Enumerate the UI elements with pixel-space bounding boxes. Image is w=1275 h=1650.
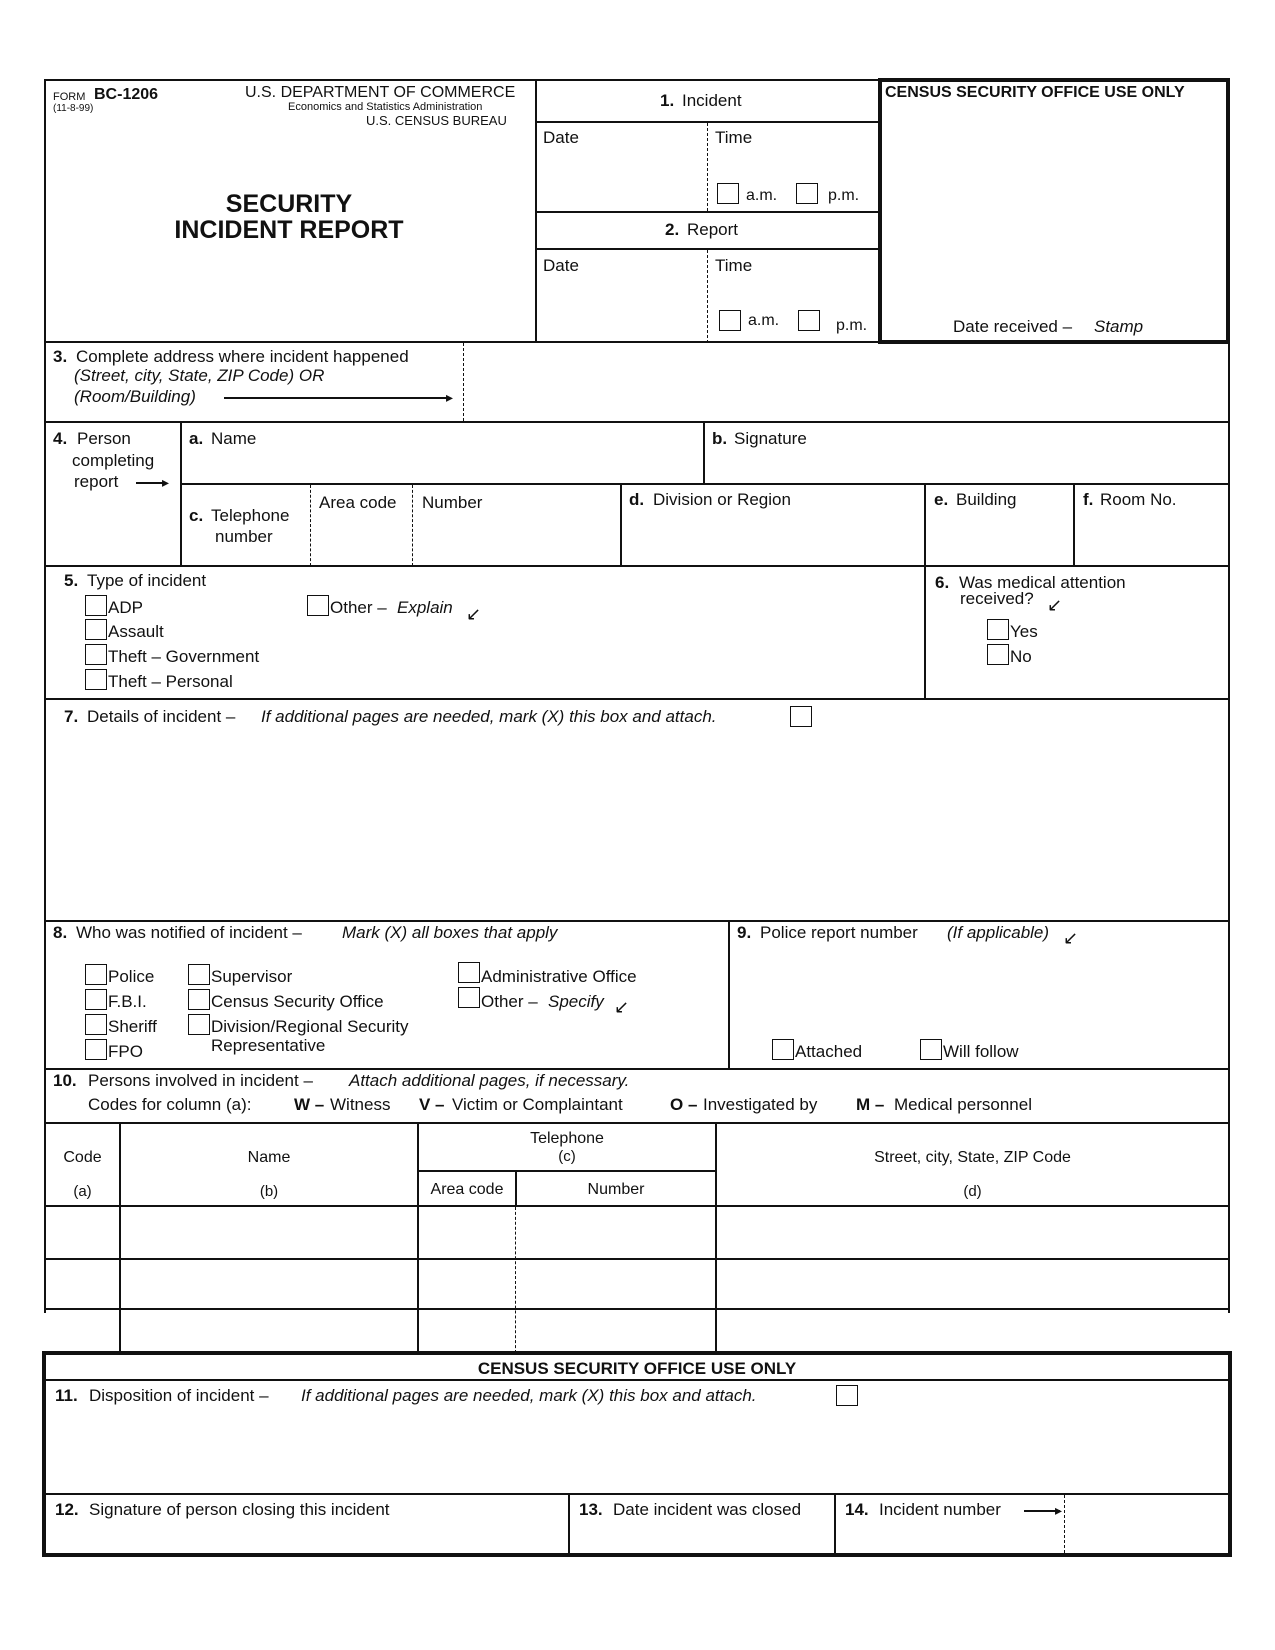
section-5-label: Type of incident: [87, 571, 207, 590]
form-number: BC-1206: [94, 86, 159, 103]
details-attach-checkbox[interactable]: [790, 706, 812, 727]
column-sub-b: (b): [259, 1183, 279, 1200]
report-pm-label: p.m.: [836, 317, 868, 334]
division-security-label-2: Representative: [211, 1036, 326, 1055]
office-use-title: CENSUS SECURITY OFFICE USE ONLY: [885, 84, 1185, 101]
table-row[interactable]: [46, 1310, 1228, 1351]
code-value: Victim or Complaintant: [452, 1095, 623, 1114]
section-7-note: If additional pages are needed, mark (X) this box and attach.: [261, 707, 717, 726]
disposition-textarea[interactable]: [50, 1410, 1222, 1490]
curved-arrow-icon: ↙: [1063, 928, 1079, 948]
census-security-office-checkbox[interactable]: [188, 989, 210, 1010]
section-11-label: Disposition of incident –: [89, 1386, 269, 1405]
other-type-label: Other –: [330, 598, 387, 617]
incident-time-label: Time: [715, 128, 753, 147]
column-header-number: Number: [587, 1181, 645, 1198]
telephone-label: Telephone: [211, 506, 290, 525]
other-notified-label: Other –: [481, 992, 538, 1011]
field-letter: e.: [934, 490, 949, 509]
phone-number-input[interactable]: [418, 515, 616, 561]
medical-no-checkbox[interactable]: [987, 644, 1009, 665]
fpo-label: FPO: [108, 1042, 143, 1061]
field-letter: c.: [189, 506, 204, 525]
section-8-label: Who was notified of incident –: [76, 923, 302, 942]
name-input[interactable]: [185, 450, 697, 480]
division-security-label: Division/Regional Security: [211, 1017, 409, 1036]
arrow-head-icon: ▸: [1055, 1502, 1063, 1518]
supervisor-label: Supervisor: [211, 967, 293, 986]
agency-name: Economics and Statistics Administration: [288, 101, 483, 113]
curved-arrow-icon: ↙: [614, 997, 630, 1017]
section-13-label: Date incident was closed: [613, 1500, 802, 1519]
specify-label: Specify: [548, 992, 604, 1011]
dept-name: U.S. DEPARTMENT OF COMMERCE: [245, 84, 516, 101]
attached-label: Attached: [795, 1042, 863, 1061]
section-4-label-3: report: [74, 472, 119, 491]
incident-am-checkbox[interactable]: [717, 183, 739, 204]
explain-label: Explain: [397, 598, 453, 617]
room-input[interactable]: [1078, 512, 1224, 562]
section-9-label: Police report number: [760, 923, 918, 942]
section-3-line3: (Room/Building): [74, 387, 196, 406]
codes-label: Codes for column (a):: [88, 1095, 252, 1114]
border-left: [44, 79, 46, 1313]
medical-yes-checkbox[interactable]: [987, 619, 1009, 640]
code-key: O –: [670, 1095, 698, 1114]
table-row[interactable]: [46, 1207, 1228, 1258]
division-security-checkbox[interactable]: [188, 1014, 210, 1035]
supervisor-checkbox[interactable]: [188, 964, 210, 985]
column-header-telephone: Telephone: [530, 1130, 604, 1147]
form-title-line2: INCIDENT REPORT: [174, 216, 404, 244]
code-value: Investigated by: [703, 1095, 818, 1114]
incident-pm-checkbox[interactable]: [796, 183, 818, 204]
section-4-label-1: Person: [77, 429, 131, 448]
fbi-checkbox[interactable]: [85, 989, 107, 1010]
border-top: [44, 79, 880, 81]
section-number: 7.: [64, 707, 79, 726]
theft-government-checkbox[interactable]: [85, 644, 107, 665]
section-number: 1.: [660, 91, 675, 110]
section-7-label: Details of incident –: [87, 707, 236, 726]
section-2-label: Report: [687, 220, 739, 239]
section-number: 5.: [64, 571, 79, 590]
arrow-right-icon: [224, 397, 448, 399]
section-number: 10.: [53, 1071, 77, 1090]
column-sub-a: (a): [73, 1183, 92, 1200]
signature-input[interactable]: [708, 450, 1223, 480]
telephone-label-2: number: [215, 527, 273, 546]
area-code-label: Area code: [319, 493, 397, 512]
administrative-office-checkbox[interactable]: [458, 962, 480, 983]
specify-input[interactable]: [460, 1018, 722, 1064]
stamp-label: Stamp: [1094, 317, 1144, 336]
attached-checkbox[interactable]: [772, 1039, 794, 1060]
section-number: 13.: [579, 1500, 603, 1519]
theft-personal-label: Theft – Personal: [108, 672, 233, 691]
bottom-office-title: CENSUS SECURITY OFFICE USE ONLY: [477, 1359, 797, 1378]
police-label: Police: [108, 967, 155, 986]
administrative-office-label: Administrative Office: [481, 967, 637, 986]
other-notified-checkbox[interactable]: [458, 987, 480, 1008]
code-value: Witness: [330, 1095, 391, 1114]
section-10-note: Attach additional pages, if necessary.: [349, 1071, 630, 1090]
arrow-head-icon: ▸: [162, 474, 170, 490]
adp-checkbox[interactable]: [85, 595, 107, 616]
field-letter: a.: [189, 429, 204, 448]
form-title-line1: SECURITY: [225, 190, 353, 218]
signature-label: Signature: [734, 429, 807, 448]
section-number: 12.: [55, 1500, 79, 1519]
date-received-label: Date received –: [953, 317, 1073, 336]
theft-government-label: Theft – Government: [108, 647, 260, 666]
bureau-name: U.S. CENSUS BUREAU: [366, 113, 507, 128]
form-prefix: FORM: [53, 91, 86, 103]
section-8-note: Mark (X) all boxes that apply: [342, 923, 558, 942]
details-textarea[interactable]: [50, 732, 1222, 916]
column-header-area-code: Area code: [430, 1181, 504, 1198]
section-10-label: Persons involved in incident –: [88, 1071, 313, 1090]
section-number: 14.: [845, 1500, 869, 1519]
column-header-name: Name: [247, 1149, 291, 1166]
incident-am-label: a.m.: [746, 187, 778, 204]
report-am-label: a.m.: [748, 312, 780, 329]
assault-checkbox[interactable]: [85, 619, 107, 640]
name-label: Name: [211, 429, 257, 448]
division-input[interactable]: [625, 512, 920, 562]
form-date: (11-8-99): [53, 103, 94, 114]
column-sub-c: (c): [558, 1148, 576, 1165]
section-number: 3.: [53, 347, 68, 366]
address-input[interactable]: [470, 345, 1220, 417]
assault-label: Assault: [108, 622, 164, 641]
section-number: 9.: [737, 923, 752, 942]
section-number: 4.: [53, 429, 68, 448]
will-follow-checkbox[interactable]: [920, 1039, 942, 1060]
code-value: Medical personnel: [894, 1095, 1032, 1114]
section-3-line2: (Street, city, State, ZIP Code) OR: [74, 366, 325, 385]
section-3-label: Complete address where incident happened: [76, 347, 409, 366]
sheriff-label: Sheriff: [108, 1017, 157, 1036]
fbi-label: F.B.I.: [108, 992, 147, 1011]
incident-pm-label: p.m.: [828, 187, 860, 204]
disposition-attach-checkbox[interactable]: [836, 1385, 858, 1406]
section-4-label-2: completing: [72, 451, 155, 470]
report-time-label: Time: [715, 256, 753, 275]
section-9-note: (If applicable): [947, 923, 1050, 942]
report-pm-checkbox[interactable]: [798, 310, 820, 331]
field-letter: b.: [712, 429, 728, 448]
medical-yes-label: Yes: [1010, 622, 1038, 641]
table-row[interactable]: [46, 1260, 1228, 1308]
explain-input[interactable]: [490, 600, 915, 692]
theft-personal-checkbox[interactable]: [85, 669, 107, 690]
police-checkbox[interactable]: [85, 964, 107, 985]
report-am-checkbox[interactable]: [719, 310, 741, 331]
sheriff-checkbox[interactable]: [85, 1014, 107, 1035]
column-header-code: Code: [63, 1149, 102, 1166]
fpo-checkbox[interactable]: [85, 1039, 107, 1060]
closing-signature-input[interactable]: [50, 1520, 564, 1552]
building-input[interactable]: [930, 512, 1070, 562]
curved-arrow-icon: ↙: [1047, 595, 1063, 615]
division-label: Division or Region: [653, 490, 791, 509]
census-security-office-label: Census Security Office: [211, 992, 384, 1011]
report-date-label: Date: [543, 256, 579, 275]
curved-arrow-icon: ↙: [466, 604, 482, 624]
will-follow-label: Will follow: [943, 1042, 1019, 1061]
date-closed-input[interactable]: [574, 1520, 830, 1552]
section-number: 2.: [665, 220, 680, 239]
field-letter: f.: [1083, 490, 1094, 509]
section-12-label: Signature of person closing this incident: [89, 1500, 390, 1519]
section-11-note: If additional pages are needed, mark (X) this box and attach.: [301, 1386, 757, 1405]
adp-label: ADP: [108, 598, 143, 617]
code-key: M –: [856, 1095, 885, 1114]
number-label: Number: [422, 493, 483, 512]
section-number: 6.: [935, 573, 950, 592]
code-key: V –: [419, 1095, 445, 1114]
area-code-input[interactable]: [315, 515, 409, 561]
column-header-address: Street, city, State, ZIP Code: [874, 1149, 1071, 1166]
code-key: W –: [294, 1095, 325, 1114]
medical-no-label: No: [1010, 647, 1032, 666]
arrow-head-icon: ▸: [446, 389, 454, 405]
section-6-label-2: received?: [960, 589, 1034, 608]
incident-date-label: Date: [543, 128, 579, 147]
room-label: Room No.: [1100, 490, 1177, 509]
police-report-number-input[interactable]: [735, 950, 1223, 1030]
incident-number-input[interactable]: [1070, 1498, 1224, 1552]
field-letter: d.: [629, 490, 645, 509]
column-sub-d: (d): [963, 1183, 982, 1200]
section-1-label: Incident: [682, 91, 742, 110]
section-number: 11.: [55, 1386, 78, 1405]
section-14-label: Incident number: [879, 1500, 1001, 1519]
other-type-checkbox[interactable]: [307, 595, 329, 616]
section-number: 8.: [53, 923, 68, 942]
building-label: Building: [956, 490, 1017, 509]
section-6-label-1: Was medical attention: [959, 573, 1126, 592]
